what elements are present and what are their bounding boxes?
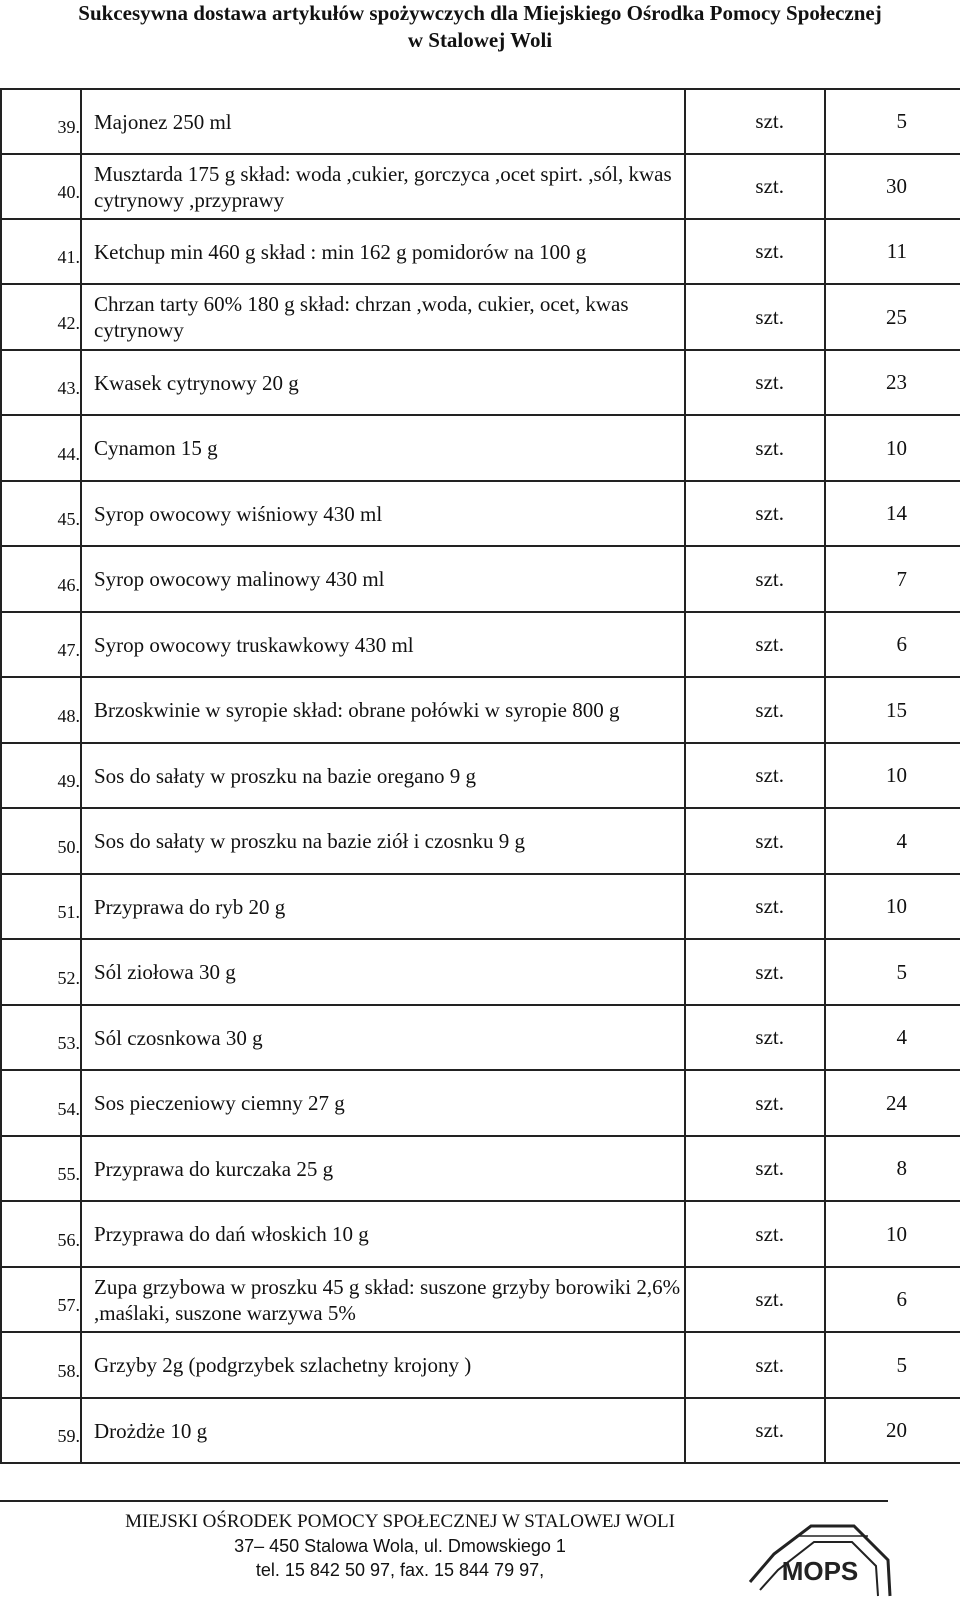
table-row [1, 939, 960, 1005]
item-description: Przyprawa do kurczaka 25 g [94, 1156, 334, 1181]
item-description: Kwasek cytrynowy 20 g [94, 370, 299, 395]
item-unit: szt. [755, 1287, 784, 1311]
item-quantity: 8 [896, 1156, 907, 1180]
item-unit: szt. [755, 174, 784, 198]
item-quantity: 5 [896, 109, 907, 133]
item-number: 49. [57, 771, 80, 791]
item-description: Musztarda 175 g skład: woda ,cukier, gorczyca ,ocet spirt. ,sól, kwas cytrynowy ,przyprawy [94, 161, 672, 212]
document-header [0, 0, 960, 54]
item-quantity: 10 [886, 894, 907, 918]
item-quantity: 15 [886, 697, 907, 722]
item-description: Sos do sałaty w proszku na bazie oregano 9 g [94, 763, 476, 788]
item-description-cell [81, 481, 685, 546]
item-number: 54. [57, 1098, 80, 1119]
item-number: 42. [57, 312, 80, 333]
item-description-cell [81, 1136, 685, 1201]
item-unit-cell [685, 350, 825, 415]
item-description: Syrop owocowy truskawkowy 430 ml [94, 632, 414, 657]
item-description-cell [81, 874, 685, 939]
item-number-cell [1, 1070, 81, 1136]
item-quantity: 24 [886, 1090, 907, 1115]
item-unit: szt. [755, 828, 784, 853]
item-number: 44. [57, 443, 80, 464]
item-quantity: 10 [886, 763, 907, 787]
item-number-cell [1, 415, 81, 481]
table-row [1, 154, 960, 219]
header-title-line2: w Stalowej Woli [407, 28, 553, 52]
item-description: Sos pieczeniowy ciemny 27 g [94, 1091, 345, 1115]
item-quantity: 6 [896, 632, 907, 656]
item-unit: szt. [755, 370, 784, 394]
item-number: 57. [57, 1295, 80, 1315]
item-unit-cell [685, 1201, 825, 1267]
item-unit-cell [685, 1136, 825, 1201]
item-number: 46. [57, 574, 80, 595]
item-number: 45. [57, 509, 80, 529]
item-unit-cell [685, 743, 825, 808]
item-number: 43. [57, 378, 80, 398]
item-unit: szt. [755, 632, 784, 656]
item-quantity: 30 [886, 174, 907, 198]
item-description-cell [81, 677, 685, 743]
item-unit: szt. [755, 239, 784, 263]
item-description-cell [81, 743, 685, 808]
item-description: Majonez 250 ml [94, 109, 232, 134]
item-unit-cell [685, 89, 825, 154]
item-unit: szt. [755, 435, 784, 460]
table-row [1, 808, 960, 874]
item-unit: szt. [755, 1025, 784, 1049]
item-unit: szt. [755, 763, 784, 787]
item-number-cell [1, 284, 81, 350]
item-number-cell [1, 1332, 81, 1398]
item-number-cell [1, 350, 81, 415]
footer-phone: tel. 15 842 50 97, fax. 15 844 79 97, [255, 1560, 545, 1580]
item-description-cell [81, 1070, 685, 1136]
item-description-cell [81, 284, 685, 350]
item-number-cell [1, 1398, 81, 1463]
document-footer [30, 1510, 770, 1582]
item-quantity-cell [825, 154, 960, 219]
item-quantity: 7 [896, 566, 907, 591]
item-description: Grzyby 2g (podgrzybek szlachetny krojony ) [94, 1353, 472, 1377]
item-number-cell [1, 939, 81, 1005]
item-description-cell [81, 219, 685, 284]
table-row [1, 1005, 960, 1070]
item-quantity-cell [825, 1005, 960, 1070]
item-number: 40. [57, 182, 80, 202]
item-quantity-cell [825, 939, 960, 1005]
item-unit: szt. [755, 1418, 784, 1442]
item-unit: szt. [755, 1090, 784, 1115]
items-table-body [1, 89, 960, 1463]
header-title-line1: Sukcesywna dostawa artykułów spożywczych dla Miejskiego Ośrodka Pomocy Społecznej [78, 1, 882, 25]
item-unit-cell [685, 284, 825, 350]
table-row [1, 219, 960, 284]
item-description: Przyprawa do dań włoskich 10 g [94, 1222, 369, 1246]
table-row [1, 1332, 960, 1398]
table-row [1, 1136, 960, 1201]
item-quantity-cell [825, 89, 960, 154]
item-number: 47. [57, 640, 80, 660]
item-description-cell [81, 546, 685, 612]
item-quantity-cell [825, 1201, 960, 1267]
item-unit-cell [685, 1267, 825, 1332]
item-number: 55. [57, 1164, 80, 1184]
item-unit-cell [685, 154, 825, 219]
item-quantity-cell [825, 350, 960, 415]
item-quantity: 10 [886, 1221, 907, 1246]
item-quantity: 4 [896, 828, 907, 853]
item-description: Syrop owocowy wiśniowy 430 ml [94, 501, 383, 526]
item-unit: szt. [755, 1221, 784, 1246]
item-description-cell [81, 89, 685, 154]
item-description-cell [81, 154, 685, 219]
item-quantity: 5 [896, 959, 907, 984]
item-description: Cynamon 15 g [94, 436, 218, 460]
item-number: 53. [57, 1033, 80, 1053]
item-quantity-cell [825, 415, 960, 481]
item-number: 51. [57, 902, 80, 922]
item-unit-cell [685, 546, 825, 612]
item-quantity-cell [825, 743, 960, 808]
item-quantity: 10 [886, 435, 907, 460]
item-description-cell [81, 808, 685, 874]
item-number-cell [1, 612, 81, 677]
item-quantity-cell [825, 1136, 960, 1201]
item-number-cell [1, 808, 81, 874]
item-number: 59. [57, 1426, 80, 1446]
item-quantity: 14 [886, 501, 907, 525]
item-quantity-cell [825, 612, 960, 677]
item-quantity: 6 [896, 1287, 907, 1311]
item-unit-cell [685, 808, 825, 874]
item-description: Brzoskwinie w syropie skład: obrane połówki w syropie 800 g [94, 698, 620, 722]
item-quantity-cell [825, 219, 960, 284]
item-number-cell [1, 1201, 81, 1267]
item-number-cell [1, 546, 81, 612]
item-number: 48. [57, 705, 80, 726]
item-description-cell [81, 612, 685, 677]
item-number: 58. [57, 1360, 80, 1381]
item-quantity-cell [825, 1398, 960, 1463]
table-row [1, 284, 960, 350]
table-row [1, 89, 960, 154]
item-unit: szt. [755, 109, 784, 133]
item-number: 56. [57, 1229, 80, 1250]
item-quantity: 5 [896, 1352, 907, 1377]
item-quantity-cell [825, 677, 960, 743]
item-description: Chrzan tarty 60% 180 g skład: chrzan ,woda, cukier, ocet, kwas cytrynowy [94, 292, 629, 342]
table-row [1, 874, 960, 939]
item-unit: szt. [755, 894, 784, 918]
item-quantity: 4 [896, 1025, 907, 1049]
item-number-cell [1, 1005, 81, 1070]
item-quantity-cell [825, 284, 960, 350]
item-description-cell [81, 1005, 685, 1070]
item-unit: szt. [755, 501, 784, 525]
item-description-cell [81, 350, 685, 415]
item-description-cell [81, 1332, 685, 1398]
item-number-cell [1, 89, 81, 154]
table-row [1, 1398, 960, 1463]
item-unit: szt. [755, 566, 784, 591]
item-description: Przyprawa do ryb 20 g [94, 894, 286, 919]
item-quantity-cell [825, 1070, 960, 1136]
item-description: Sos do sałaty w proszku na bazie ziół i czosnku 9 g [94, 829, 525, 853]
item-number-cell [1, 219, 81, 284]
item-unit-cell [685, 1005, 825, 1070]
table-row [1, 415, 960, 481]
table-row [1, 546, 960, 612]
item-number-cell [1, 481, 81, 546]
item-unit-cell [685, 874, 825, 939]
item-number: 41. [57, 247, 80, 267]
item-quantity: 11 [886, 239, 907, 263]
item-unit-cell [685, 1332, 825, 1398]
item-quantity-cell [825, 874, 960, 939]
item-description-cell [81, 1201, 685, 1267]
table-row [1, 350, 960, 415]
item-unit-cell [685, 939, 825, 1005]
table-row [1, 743, 960, 808]
item-quantity: 23 [886, 370, 907, 394]
table-row [1, 1070, 960, 1136]
item-unit-cell [685, 677, 825, 743]
item-number: 50. [57, 836, 80, 857]
item-number: 52. [57, 967, 80, 988]
item-quantity: 20 [886, 1418, 907, 1442]
footer-institution: MIEJSKI OŚRODEK POMOCY SPOŁECZNEJ W STALOWEJ WOLI [125, 1511, 675, 1532]
footer-divider [0, 1500, 888, 1502]
logo-text: MOPS [781, 1556, 859, 1586]
item-number-cell [1, 154, 81, 219]
item-unit-cell [685, 1398, 825, 1463]
item-description: Sól czosnkowa 30 g [94, 1025, 263, 1050]
mops-logo [736, 1512, 916, 1598]
item-number: 39. [57, 117, 80, 137]
item-number-cell [1, 1136, 81, 1201]
item-number-cell [1, 677, 81, 743]
item-unit: szt. [755, 959, 784, 984]
item-unit: szt. [755, 1352, 784, 1377]
item-description-cell [81, 1398, 685, 1463]
item-number-cell [1, 1267, 81, 1332]
item-unit-cell [685, 612, 825, 677]
item-unit: szt. [755, 1156, 784, 1180]
table-row [1, 677, 960, 743]
table-row [1, 1267, 960, 1332]
item-unit-cell [685, 1070, 825, 1136]
item-quantity-cell [825, 481, 960, 546]
items-table [0, 88, 960, 1464]
table-row [1, 1201, 960, 1267]
item-description-cell [81, 415, 685, 481]
item-quantity-cell [825, 1267, 960, 1332]
item-description: Sól ziołowa 30 g [94, 960, 236, 984]
item-description: Ketchup min 460 g skład : min 162 g pomidorów na 100 g [94, 239, 587, 264]
item-description-cell [81, 939, 685, 1005]
item-number-cell [1, 743, 81, 808]
table-row [1, 612, 960, 677]
item-description-cell [81, 1267, 685, 1332]
item-unit: szt. [755, 697, 784, 722]
table-row [1, 481, 960, 546]
item-unit-cell [685, 481, 825, 546]
item-quantity-cell [825, 546, 960, 612]
item-quantity: 25 [886, 304, 907, 329]
item-unit: szt. [755, 304, 784, 329]
item-quantity-cell [825, 1332, 960, 1398]
footer-address: 37– 450 Stalowa Wola, ul. Dmowskiego 1 [234, 1536, 566, 1556]
item-description: Drożdże 10 g [94, 1418, 208, 1443]
item-unit-cell [685, 219, 825, 284]
item-quantity-cell [825, 808, 960, 874]
item-unit-cell [685, 415, 825, 481]
item-description: Syrop owocowy malinowy 430 ml [94, 567, 385, 591]
item-number-cell [1, 874, 81, 939]
item-description: Zupa grzybowa w proszku 45 g skład: suszone grzyby borowiki 2,6% ,maślaki, suszone warzywa 5% [94, 1274, 681, 1325]
